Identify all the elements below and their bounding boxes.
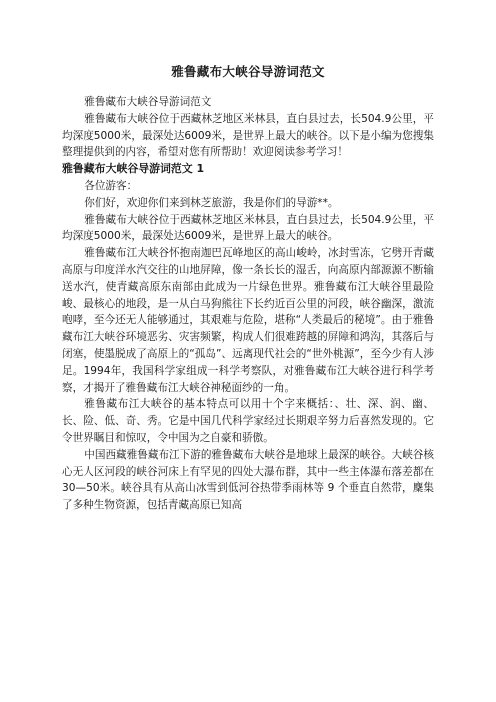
paragraph-description: 雅鲁藏布江大峡谷怀抱南迦巴瓦峰地区的高山峻岭，冰封雪冻，它劈开青藏高原与印度洋水汽交往的山地屏障，像一条长长的湿舌，向高原内部源源不断输送水汽，使青藏高原东南部由此成为一片绿色世界。雅鲁藏布江大峡谷里最险峻、最核心的地段，是一从白马狗熊往下长约近百公里的河段，峡谷幽深，激流咆哮，至今还无人能够通过，其艰难与危险，堪称“人类最后的秘境”。由于雅鲁藏布江大峡谷环境恶劣、灾害频繁，构成人们很难跨越的屏障和鸿沟，其落后与闭塞，使墨脱成了高原上的“孤岛”、远离现代社会的“世外桃源”，至今少有人涉足。1994年，我国科学家组成一科学考察队，对雅鲁藏布江大峡谷进行科学考察，才揭开了雅鲁藏布江大峡谷神秘面纱的一角。	[62, 247, 434, 394]
paragraph-greeting: 各位游客：	[84, 179, 138, 192]
paragraph-location: 雅鲁藏布大峡谷位于西藏林芝地区米林县，直白县过去，长504.9公里，平均深度5000米，最深处达6009米，是世界上最大的峡谷。	[62, 213, 434, 243]
section-heading: 雅鲁藏布大峡谷导游词范文 1	[62, 162, 205, 176]
paragraph-intro: 雅鲁藏布大峡谷位于西藏林芝地区米林县，直白县过去，长504.9公里，平均深度5000米，最深处达6009米，是世界上最大的峡谷。以下是小编为您搜集整理提供到的内容，希望对您有所帮助！欢迎阅读参考学习！	[62, 112, 434, 159]
paragraph-welcome: 你们好，欢迎你们来到林芝旅游，我是你们的导游**。	[84, 196, 339, 209]
document-title: 雅鲁藏布大峡谷导游词范文	[171, 64, 325, 79]
paragraph-features: 雅鲁藏布江大峡谷的基本特点可以用十个字来概括：、壮、深、润、幽、长、险、低、奇、秀。它是中国几代科学家经过长期艰辛努力后喜然发现的。它令世界瞩目和惊叹，令中国为之自豪和骄傲。	[62, 398, 434, 444]
document-body	[62, 94, 434, 514]
paragraph-deepest-canyon: 中国西藏雅鲁藏布江下游的雅鲁藏布大峡谷是地球上最深的峡谷。大峡谷核心无人区河段的峡谷河床上有罕见的四处大瀑布群，其中一些主体瀑布落差都在30—50米。峡谷具有从高山冰雪到低河谷热带季雨林等 9 个垂直自然带，麇集了多种生物资源，包括青藏高原已知高	[62, 448, 434, 512]
paragraph-subtitle: 雅鲁藏布大峡谷导游词范文	[84, 96, 212, 108]
